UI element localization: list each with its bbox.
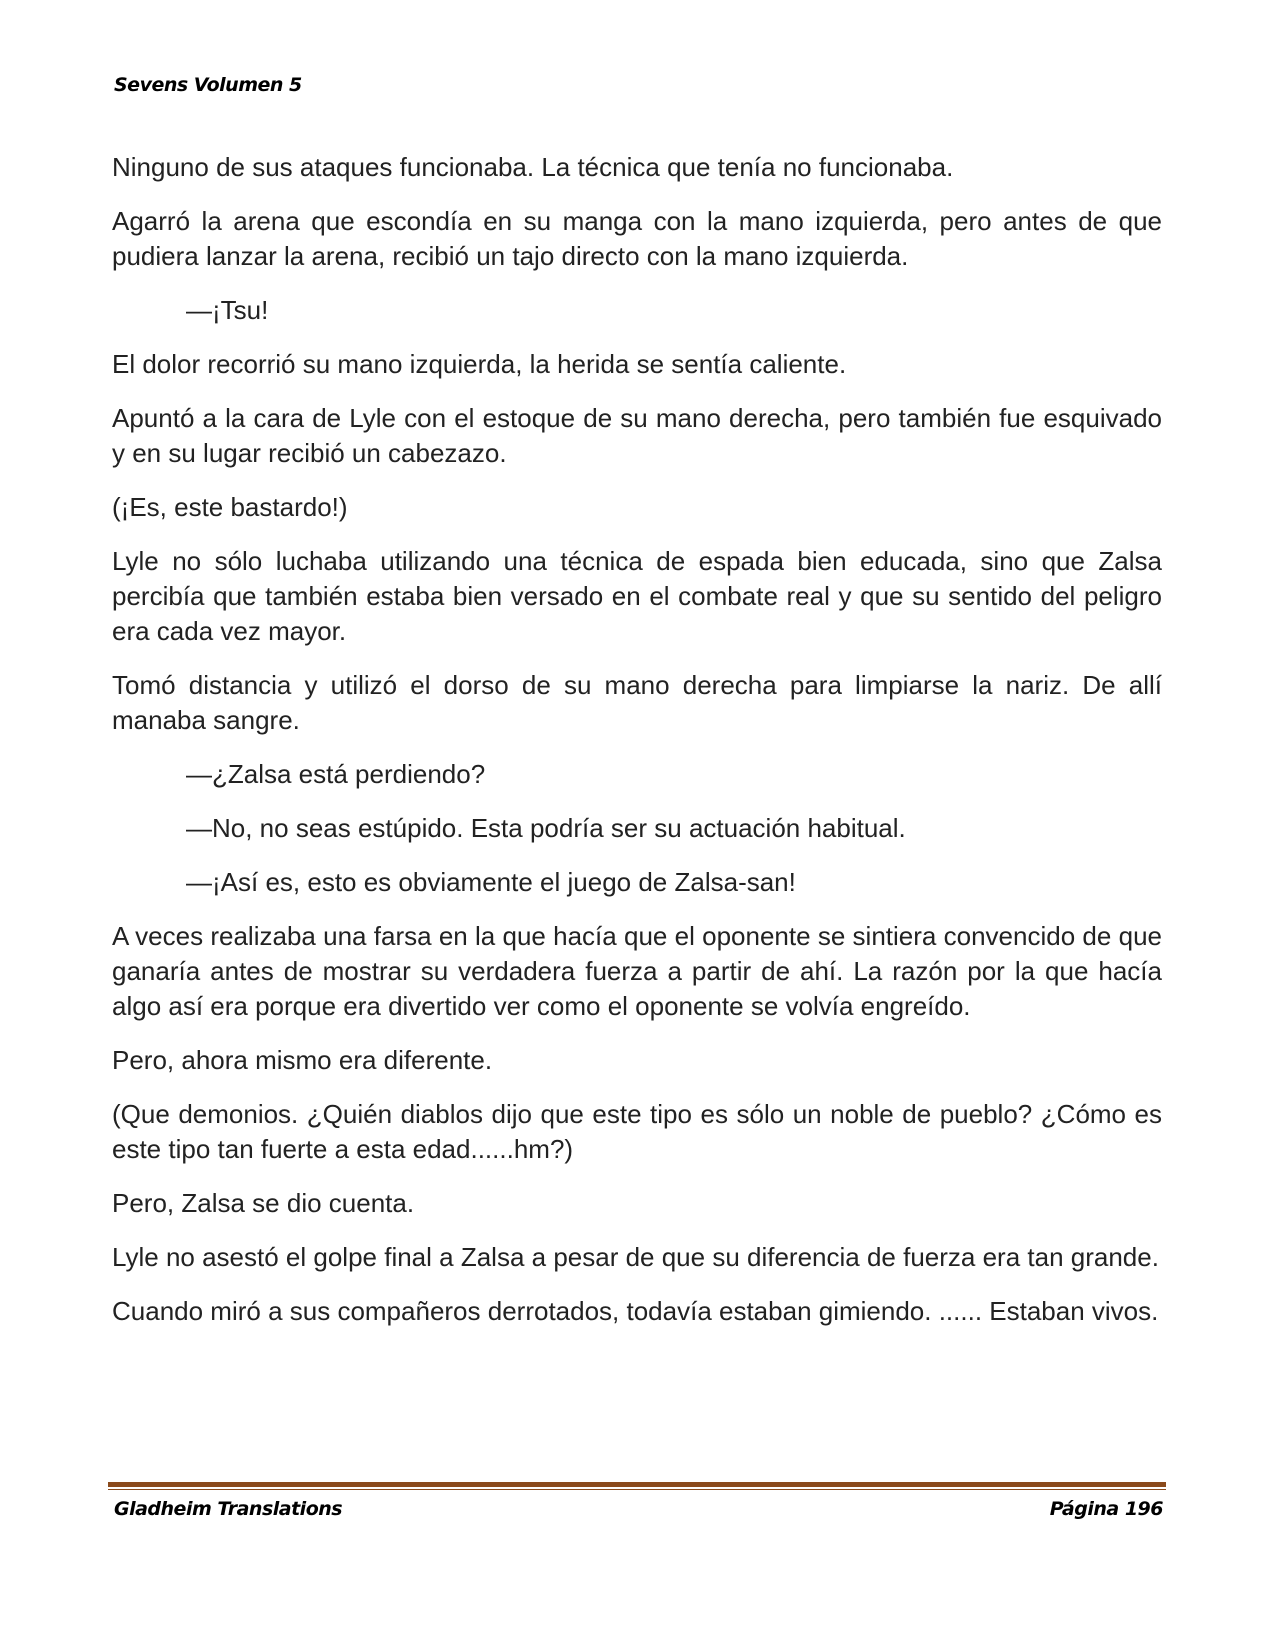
footer-rule-thin <box>108 1489 1166 1490</box>
paragraph: Ninguno de sus ataques funcionaba. La técnica que tenía no funcionaba. <box>112 152 954 182</box>
footer-translator: Gladheim Translations <box>114 1498 343 1520</box>
paragraph: Apuntó a la cara de Lyle con el estoque de su mano derecha, pero también fue esquivado y en su lugar recibió un cabezazo. <box>112 403 1162 468</box>
paragraph: Pero, Zalsa se dio cuenta. <box>112 1188 415 1218</box>
footer-page-number: Página 196 <box>1049 1498 1163 1520</box>
dialogue-line: —¡Tsu! <box>186 295 269 325</box>
paragraph: Tomó distancia y utilizó el dorso de su mano derecha para limpiarse la nariz. De allí manaba sangre. <box>112 670 1162 735</box>
paragraph: Pero, ahora mismo era diferente. <box>112 1045 493 1075</box>
paragraph: Lyle no sólo luchaba utilizando una técnica de espada bien educada, sino que Zalsa percibía que también estaba bien versado en el combate real y que su sentido del peligro era cada vez mayor. <box>112 546 1162 646</box>
paragraph: Cuando miró a sus compañeros derrotados, todavía estaban gimiendo. ...... Estaban vivos. <box>112 1296 1159 1326</box>
paragraph: Lyle no asestó el golpe final a Zalsa a pesar de que su diferencia de fuerza era tan grande. <box>112 1242 1159 1272</box>
page-body <box>112 150 1162 1348</box>
paragraph: El dolor recorrió su mano izquierda, la herida se sentía caliente. <box>112 349 847 379</box>
dialogue-line: —No, no seas estúpido. Esta podría ser su actuación habitual. <box>186 813 906 843</box>
footer-rule-thick <box>108 1482 1166 1487</box>
paragraph: Agarró la arena que escondía en su manga con la mano izquierda, pero antes de que pudiera lanzar la arena, recibió un tajo directo con la mano izquierda. <box>112 206 1162 271</box>
paragraph: (Que demonios. ¿Quién diablos dijo que este tipo es sólo un noble de pueblo? ¿Cómo es este tipo tan fuerte a esta edad......hm?) <box>112 1099 1162 1164</box>
running-header: Sevens Volumen 5 <box>114 74 302 96</box>
dialogue-line: —¡Así es, esto es obviamente el juego de Zalsa-san! <box>186 867 796 897</box>
paragraph: (¡Es, este bastardo!) <box>112 492 348 522</box>
paragraph: A veces realizaba una farsa en la que hacía que el oponente se sintiera convencido de que ganaría antes de mostrar su verdadera fuerza a partir de ahí. La razón por la que hacía algo así era porque era divertido ver como el oponente se volvía engreído. <box>112 921 1162 1021</box>
dialogue-line: —¿Zalsa está perdiendo? <box>186 759 486 789</box>
footer-rule <box>108 1482 1166 1490</box>
